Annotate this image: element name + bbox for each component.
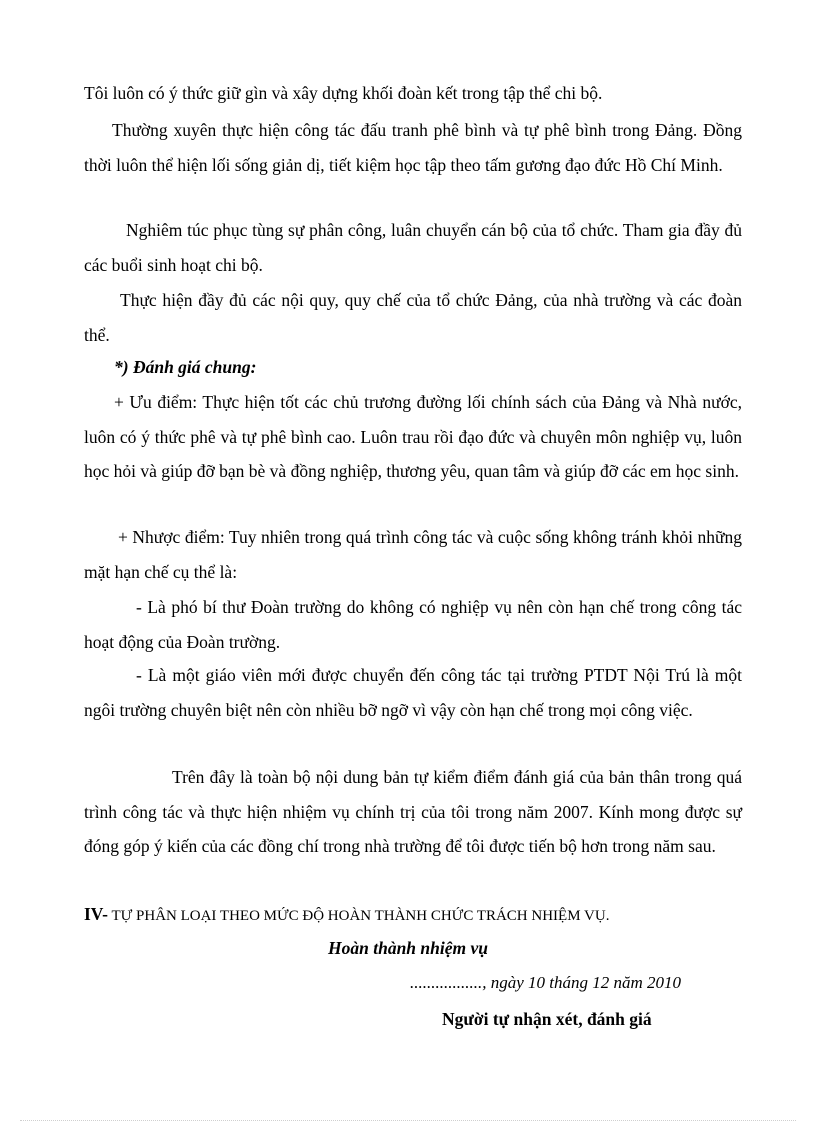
paragraph-weakness-1: - Là phó bí thư Đoàn trường do không có nghiệp vụ nên còn hạn chế trong công tác hoạt động của Đoàn trường. <box>84 597 742 652</box>
section-title: TỰ PHÂN LOẠI THEO MỨC ĐỘ HOÀN THÀNH CHỨC TRÁCH NHIỆM VỤ. <box>107 908 610 924</box>
section-number: IV- <box>84 904 108 924</box>
paragraph-assignment: Nghiêm túc phục tùng sự phân công, luân chuyển cán bộ của tổ chức. Tham gia đầy đủ các buổi sinh hoạt chi bộ. <box>84 220 742 275</box>
page-bottom-divider <box>20 1120 796 1121</box>
date-line: ................., ngày 10 tháng 12 năm 2010 <box>410 973 682 992</box>
signer-title: Người tự nhận xét, đánh giá <box>442 1009 652 1029</box>
paragraph-criticism: Thường xuyên thực hiện công tác đấu tranh phê bình và tự phê bình trong Đảng. Đồng thời luôn thể hiện lối sống giản dị, tiết kiệm học tập theo tấm gương đạo đức Hồ Chí Minh. <box>84 120 742 175</box>
paragraph-strengths: + Ưu điểm: Thực hiện tốt các chủ trương đường lối chính sách của Đảng và Nhà nước, luôn có ý thức phê và tự phê bình cao. Luôn trau rồi đạo đức và chuyên môn nghiệp vụ, luôn học hỏi và giúp đỡ bạn bè và đồng nghiệp, thương yêu, quan tâm và giúp đỡ các em học sinh. <box>84 392 742 481</box>
paragraph-weaknesses: + Nhược điểm: Tuy nhiên trong quá trình công tác và cuộc sống không tránh khỏi những mặt hạn chế cụ thể là: <box>84 527 742 582</box>
section-heading <box>84 899 609 931</box>
classification-result: Hoàn thành nhiệm vụ <box>328 938 488 958</box>
paragraph-regulations: Thực hiện đầy đủ các nội quy, quy chế của tổ chức Đảng, của nhà trường và các đoàn thể. <box>84 290 742 345</box>
paragraph-conclusion: Trên đây là toàn bộ nội dung bản tự kiểm điểm đánh giá của bản thân trong quá trình công tác và thực hiện nhiệm vụ chính trị của tôi trong năm 2007. Kính mong được sự đóng góp ý kiến của các đồng chí trong nhà trường để tôi được tiến bộ hơn trong năm sau. <box>84 767 742 856</box>
general-assessment-heading: *) Đánh giá chung: <box>114 357 257 377</box>
paragraph-unity: Tôi luôn có ý thức giữ gìn và xây dựng khối đoàn kết trong tập thể chi bộ. <box>84 83 603 103</box>
paragraph-weakness-2: - Là một giáo viên mới được chuyển đến công tác tại trường PTDT Nội Trú là một ngôi trường chuyên biệt nên còn nhiều bỡ ngỡ vì vậy còn hạn chế trong mọi công việc. <box>84 665 742 720</box>
